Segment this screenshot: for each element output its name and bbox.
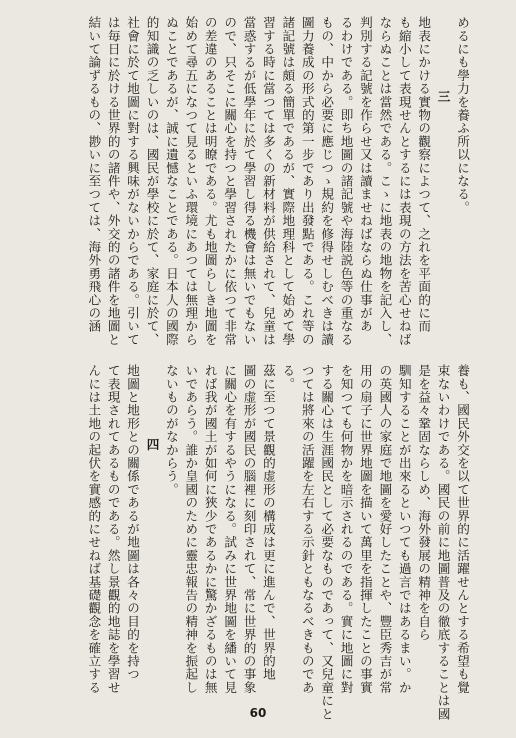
text-line: 地表にかける實物の觀察によつて、之れを平面的に而 (416, 16, 432, 333)
text-line: は毎日に於ける世界的の諸件や、外交的の諸件を地圖と (105, 16, 121, 346)
text-line: 諸記號は頗る簡單であるが、實際地理科として始めて學 (280, 16, 296, 346)
text-line: いであらう。誰か皇國のために靈忠報告の精神を振起し (183, 364, 199, 694)
text-line: 茲に至つて景觀的虚形の構成は更に進んで、世界的地 (260, 364, 276, 681)
upper-text-block (40, 16, 472, 348)
text-line: ならぬことは當然である。こゝに地表の地物を記入し、 (377, 16, 393, 346)
text-line: 結いて論ずるもの、尠いに至つては、海外勇飛心の涵 (86, 16, 102, 333)
text-line: 用の扇子に世界地圖を描いて萬里を指揮したことの事實 (357, 364, 373, 694)
text-line: 馴知することが出來るといつても過言ではあるまい。か (396, 364, 412, 694)
text-line: 的知識の乏しいのは、國民が學校に於て、家庭に於て、 (144, 16, 160, 346)
text-line: もの、中から必要に應じつゝ規約を修得せしむべきは讀 (319, 16, 335, 346)
text-line: 是を益々鞏固ならしめ、海外發展の精神を自ら (416, 364, 432, 642)
text-line: んには土地の起伏を實感的にせねば基礎觀念を確立する (86, 364, 102, 694)
text-line: 習する時に當つては多くの新材料が供給されて、兒童は (260, 16, 276, 346)
section-heading-3: 三 (435, 90, 451, 105)
text-line: 養も、國民外交を以て世界的に活躍せんとする希望も覺 (455, 364, 470, 694)
text-line: 圖力養成の形式的第一步であり出發點である。これ等の (299, 16, 315, 346)
text-line: 社會に於て地圖に對する興味がないからである。引いて (125, 16, 141, 346)
text-line: ぬことであるが、誠に遺憾なことである。日本人の國際 (163, 16, 179, 346)
text-line: めるにも學力を養ふ所以になる。 (455, 16, 470, 214)
text-line: ないものがなからう。 (163, 364, 179, 496)
text-line: るわけである。即ち地圖の諸記號や海陸説色等の重なる (338, 16, 354, 346)
text-line: 束ないわけである。國民の前に地圖普及の徹底することは國 (435, 364, 451, 721)
page-number: 60 (249, 706, 267, 720)
text-line: ので、只そこに關心を持つと學習されたかに依つて非常 (222, 16, 238, 346)
text-line: に關心を有するやうになる。試みに世界地圖を繙いて見 (222, 364, 238, 694)
text-line: 判別する記號を作らせ又は讀ませねばならぬ仕事があ (357, 16, 373, 333)
text-line: の差違のあることは明瞭である。尤も地圖らしき地圖を (202, 16, 218, 346)
text-line: て表現されてあるものである。然し景觀的地誌を學習せ (105, 364, 121, 694)
text-line: も縮小して表現せんとするには表現の方法を苦心せねば (396, 16, 412, 346)
text-line: を知つても何物かを暗示されるのである。實に地圖に對 (338, 364, 354, 694)
text-line: 地圖と地形との關係であるが地圖は各々の目的を持つ (125, 364, 141, 681)
text-line: の英國人の家庭で地圖を愛好したことや、豐臣秀吉が常 (377, 364, 393, 694)
text-line: 圖の虚形が國民の腦裡に刻印されて、常に世界的の事象 (241, 364, 257, 694)
text-line: する關心は生涯國民として必要なものであって、又兒童にと (319, 364, 335, 721)
text-line: る。 (280, 364, 296, 391)
text-line: 始めて尋五になつて見るといふ環境にあつては無理から (183, 16, 199, 346)
text-line: れば我が國土が如何に狹少であるかに驚かざるものは無 (202, 364, 218, 694)
text-line: 當惑するが低學年に於て學習し得る機會は無いでもない (241, 16, 257, 346)
section-heading-4: 四 (144, 438, 160, 453)
text-line: つては將來の活躍を左右する示針ともなるべきものであ (299, 364, 315, 694)
